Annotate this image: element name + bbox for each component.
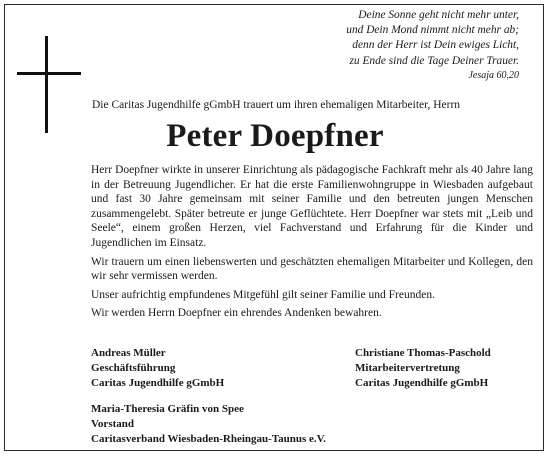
verse-line: zu Ende sind die Tage Deiner Trauer. bbox=[349, 54, 519, 67]
obituary-paragraph: Unser aufrichtig empfundenes Mitgefühl gilt seiner Familie und Freunden. bbox=[91, 288, 435, 301]
signatory-name: Christiane Thomas-Paschold bbox=[355, 347, 491, 359]
signature-block bbox=[91, 346, 224, 391]
signatory-organization: Caritas Jugendhilfe gGmbH bbox=[91, 377, 225, 389]
obituary-paragraph: Wir werden Herrn Doepfner ein ehrendes Andenken bewahren. bbox=[91, 307, 382, 320]
intro-text: Die Caritas Jugendhilfe gGmbH trauert um ihren ehemaligen Mitarbeiter, Herrn bbox=[92, 99, 461, 111]
deceased-name: Peter Doepfner bbox=[166, 118, 384, 154]
signature-block bbox=[91, 402, 326, 447]
signatory-organization: Caritas Jugendhilfe gGmbH bbox=[355, 377, 489, 389]
verse-line: und Dein Mond nimmt nicht mehr ab; bbox=[346, 24, 519, 37]
bible-verse bbox=[259, 8, 519, 82]
signatory-name: Andreas Müller bbox=[91, 347, 166, 359]
signatory-role: Mitarbeitervertretung bbox=[355, 362, 460, 374]
signature-block bbox=[355, 346, 491, 391]
signatory-role: Geschäftsführung bbox=[91, 362, 176, 374]
cross-horizontal-bar bbox=[17, 72, 81, 75]
verse-source: Jesaja 60,20 bbox=[468, 69, 519, 81]
signatory-organization: Caritasverband Wiesbaden-Rheingau-Taunus e.V. bbox=[91, 433, 326, 445]
verse-line: Deine Sonne geht nicht mehr unter, bbox=[358, 9, 519, 21]
obituary-body bbox=[91, 163, 533, 325]
verse-line: denn der Herr ist Dein ewiges Licht, bbox=[352, 39, 519, 52]
obituary-paragraph: Wir trauern um einen liebenswerten und geschätzten ehemaligen Mitarbeiter und Kollegen, den wir sehr vermissen werden. bbox=[91, 255, 533, 283]
obituary-paragraph: Herr Doepfner wirkte in unserer Einrichtung als pädagogische Fachkraft mehr als 40 Jahre lang in der Betreuung Jugendlicher. Er hat die erste Familienwohngruppe in Wiesbaden aufgebaut und fast 30 Jahre gemeinsam mit seiner Familie und den betreuten jungen Menschen zusammengelebt. Später betreute er junge Geflüchtete. Herr Doepfner war stets mit „Leib und Seele“, einem großen Herzen, viel Fachverstand und Erfahrung für die Kinder und Jugendlichen im Einsatz. bbox=[91, 164, 533, 249]
signatory-name: Maria-Theresia Gräfin von Spee bbox=[91, 403, 244, 415]
signatory-role: Vorstand bbox=[91, 418, 134, 430]
